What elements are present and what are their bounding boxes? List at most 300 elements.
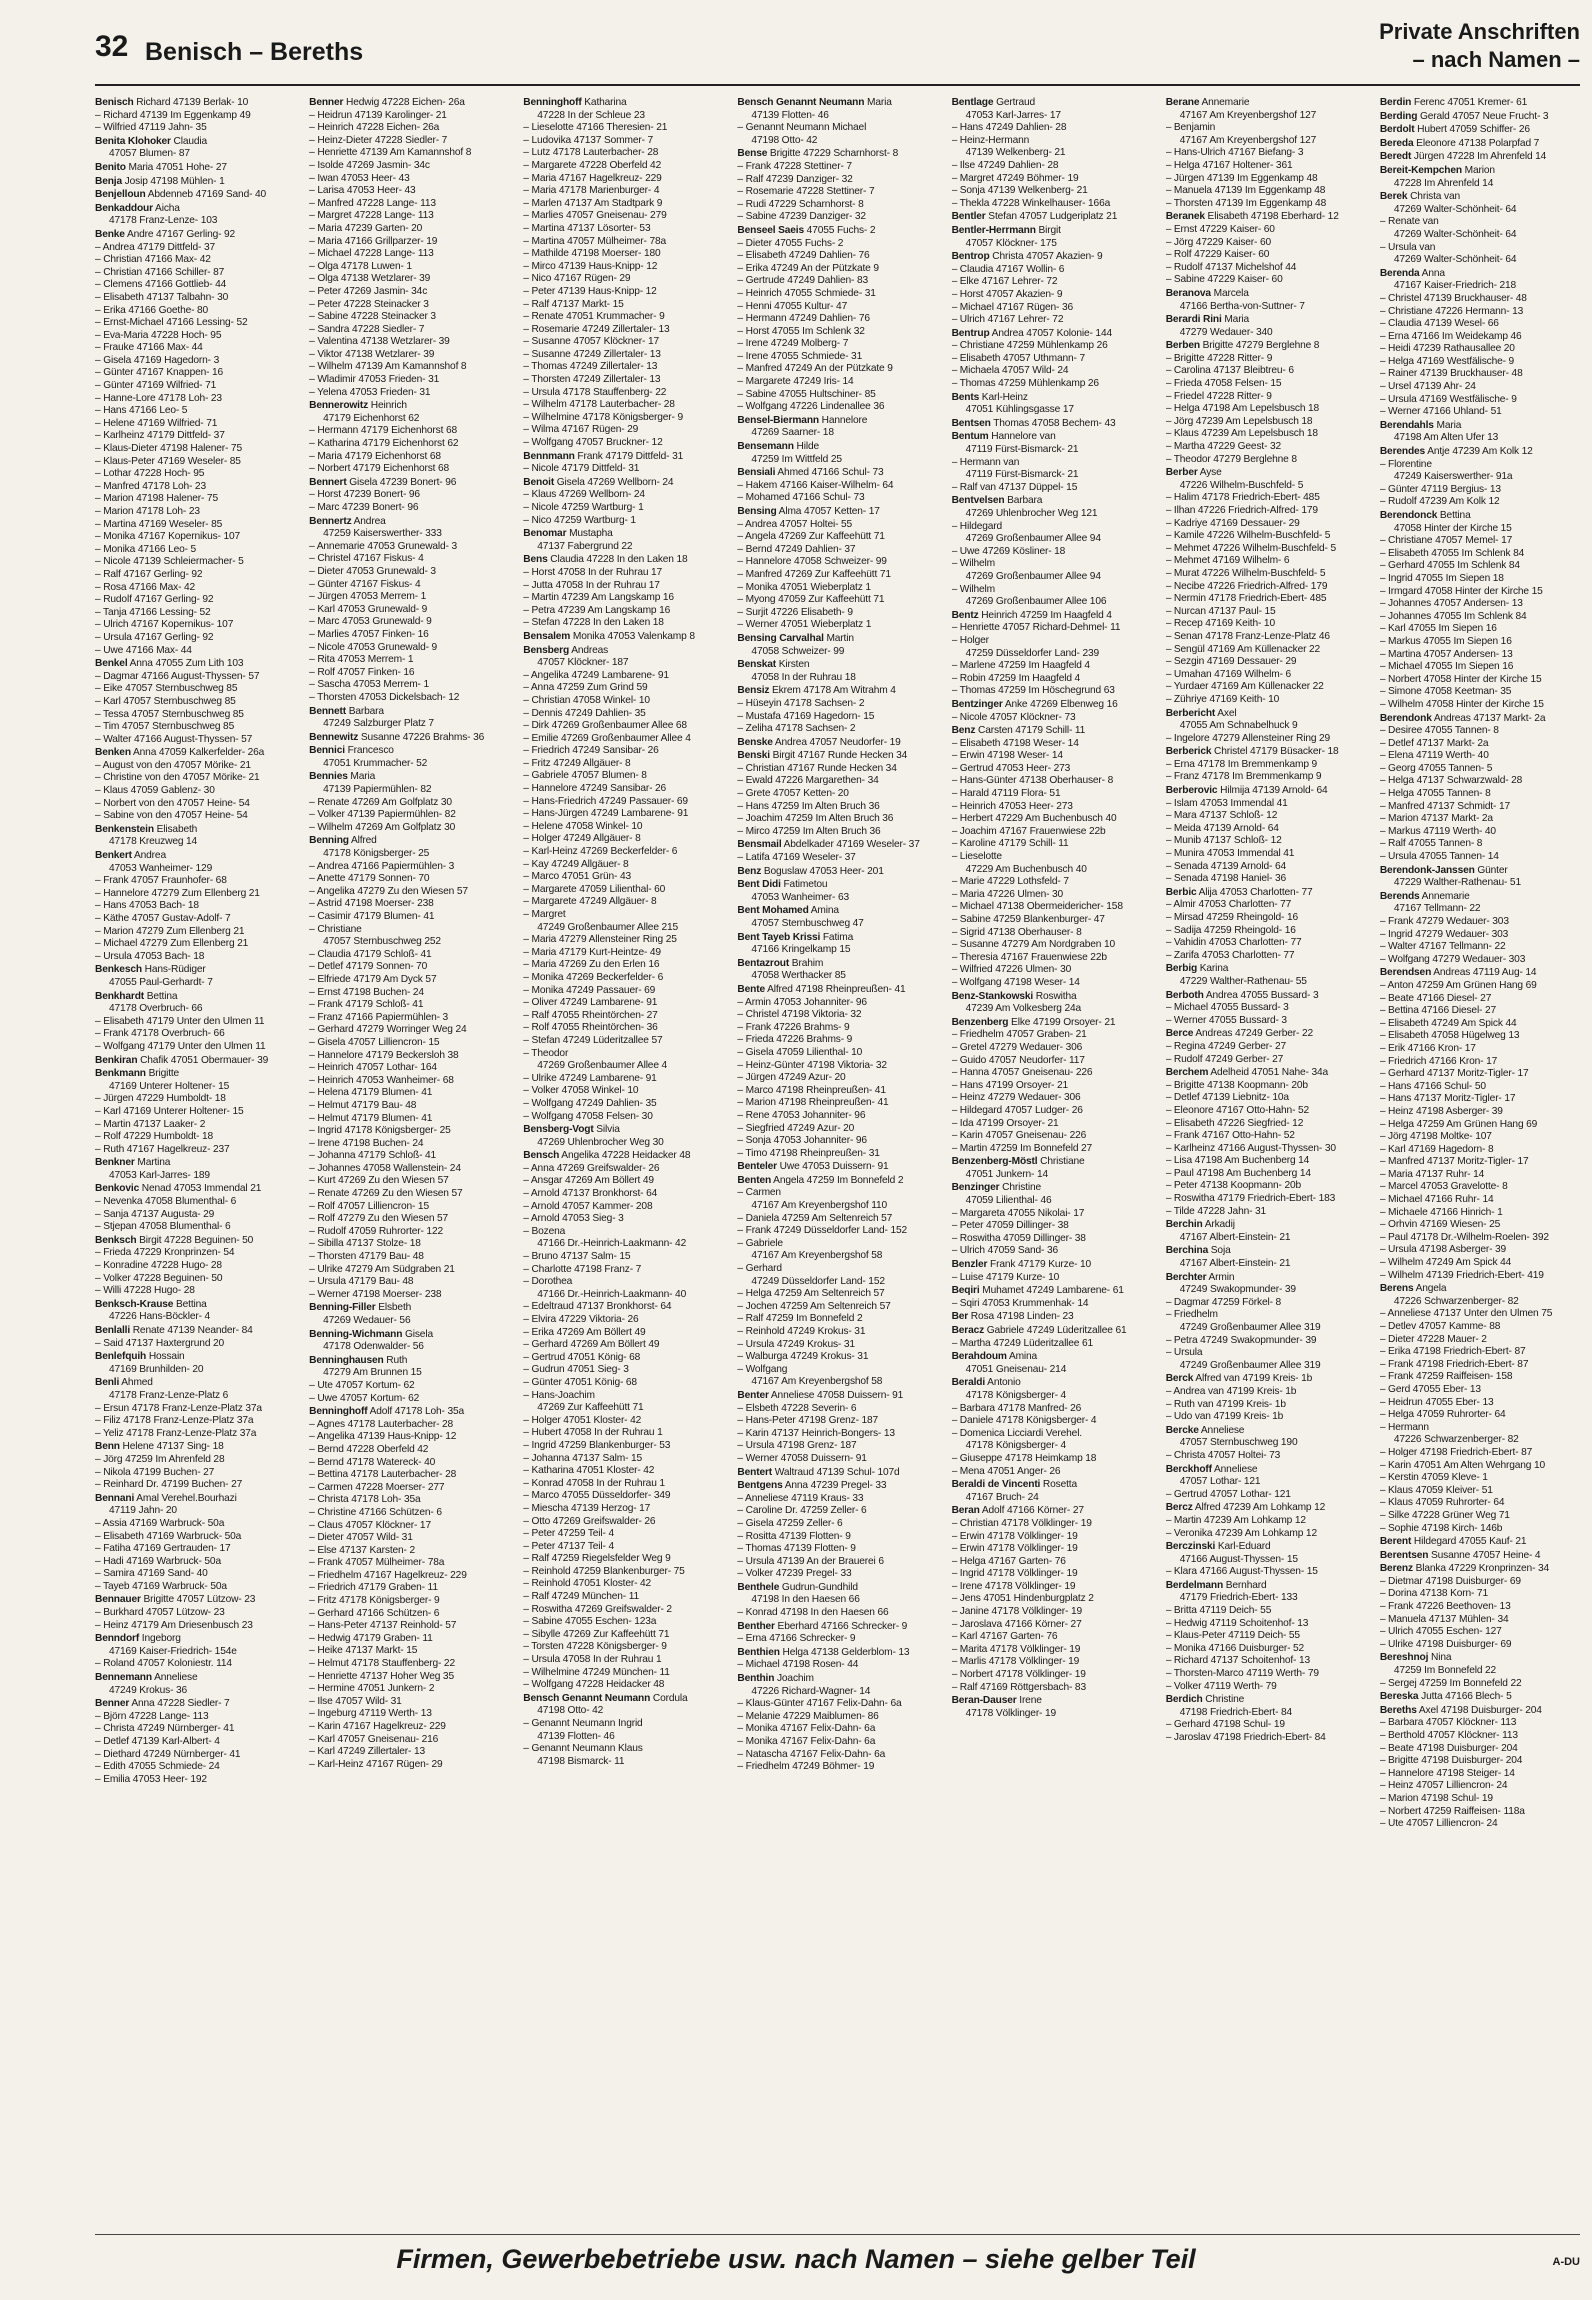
entry-details: – Christel 47198 Viktoria- 32 [737, 1009, 862, 1021]
directory-entry [1166, 530, 1366, 543]
entry-surname: Berens [1379, 1283, 1414, 1295]
entry-surname: Benksch [95, 1234, 137, 1246]
entry-details: – Senada 47198 Haniel- 36 [1165, 873, 1286, 885]
directory-entry [1166, 160, 1366, 173]
entry-details: – Heinz-Günter 47198 Viktoria- 32 [737, 1059, 887, 1071]
entry-details: Uwe 47053 Duissern- 91 [777, 1161, 889, 1173]
directory-entry [1380, 993, 1580, 1006]
entry-details: – Gertrud 47053 Heer- 273 [951, 762, 1071, 774]
directory-entry [309, 311, 509, 324]
directory-entry [737, 1761, 937, 1774]
entry-details: Amina [1006, 1351, 1038, 1363]
entry-details: – Ursula van [1379, 241, 1436, 253]
directory-entry [952, 173, 1152, 186]
entry-details: – Else 47137 Karsten- 2 [309, 1544, 415, 1556]
entry-details: – Simone 47058 Keetman- 35 [1379, 686, 1512, 698]
directory-entry [1166, 771, 1366, 784]
entry-details: – Björn 47228 Lange- 113 [95, 1710, 209, 1722]
directory-entry [309, 667, 509, 680]
entry-details: – Mehmet 47169 Wilhelm- 6 [1165, 555, 1290, 567]
entry-details: – Roswitha 47269 Greifswalder- 2 [523, 1603, 672, 1615]
entry-details: – Nico 47167 Rügen- 29 [523, 273, 631, 285]
directory-entry [1380, 1257, 1580, 1270]
directory-entry [523, 871, 723, 884]
entry-details: – Norbert 47058 Hinter der Kirche 15 [1379, 673, 1542, 685]
entry-details: – Konrad 47198 In den Haesen 66 [737, 1607, 889, 1619]
directory-entry [523, 1453, 723, 1466]
directory-entry [1380, 1730, 1580, 1743]
entry-surname: Benther [737, 1620, 775, 1632]
entry-details: 47279 Am Brunnen 15 [323, 1367, 422, 1379]
directory-entry [952, 1543, 1152, 1556]
directory-entry [1380, 801, 1580, 814]
entry-details: – Peter 47228 Steinacker 3 [309, 298, 429, 310]
directory-entry [95, 991, 295, 1004]
entry-details: – Frank 47259 Raiffeisen- 158 [1379, 1371, 1513, 1383]
directory-entry [1166, 1605, 1366, 1618]
entry-details: Hedwig 47228 Eichen- 26a [343, 97, 465, 108]
directory-entry [309, 1482, 509, 1495]
entry-details: Anna [1419, 267, 1445, 279]
entry-details: 47269 Wedauer- 56 [323, 1315, 411, 1326]
directory-entry [1380, 1005, 1580, 1018]
entry-details: – Erika 47198 Friedrich-Ebert- 87 [1379, 1346, 1526, 1358]
entry-details: – Ulrike 47279 Am Südgraben 21 [309, 1263, 455, 1275]
entry-details: – Margret [523, 909, 566, 920]
entry-surname: Bentzinger [951, 698, 1003, 710]
entry-details: 47057 Klöckner- 175 [965, 237, 1057, 249]
directory-entry [1166, 694, 1366, 707]
entry-details: – Mirco 47139 Haus-Knipp- 12 [523, 260, 658, 272]
entry-details: – Wilhelm 47178 Lauterbacher- 28 [523, 399, 675, 411]
directory-entry [952, 198, 1152, 211]
entry-details: – Klaus-Peter 47119 Deich- 55 [1165, 1630, 1300, 1642]
entry-details: – Stefan 47249 Lüderitzallee 57 [523, 1034, 663, 1046]
entry-surname: Bensel-Biermann [737, 414, 819, 426]
directory-entry [309, 1696, 509, 1709]
entry-surname: Benja [95, 175, 122, 187]
entry-details: – Konradine 47228 Hugo- 28 [95, 1260, 222, 1272]
directory-entry [309, 248, 509, 261]
entry-surname: Bense [737, 148, 768, 160]
entry-details: – Rainer 47139 Bruckhauser- 48 [1379, 368, 1523, 380]
directory-entry [737, 711, 937, 724]
entry-details: – Michael 47279 Zum Ellenberg 21 [95, 938, 249, 950]
directory-entry [95, 863, 295, 876]
entry-details: Axel [1215, 707, 1237, 719]
directory-entry [737, 1633, 937, 1646]
directory-entry [737, 1749, 937, 1762]
directory-entry [1380, 838, 1580, 851]
entry-surname: Bennewitz [309, 731, 359, 743]
entry-details: – Christian 47178 Völklinger- 19 [951, 1517, 1092, 1529]
entry-details: – Manfred 47137 Schmidt- 17 [1379, 800, 1511, 812]
directory-entry [95, 456, 295, 469]
directory-entry [95, 1518, 295, 1531]
directory-entry [952, 1415, 1152, 1428]
directory-entry [95, 1493, 295, 1506]
directory-entry [952, 378, 1152, 391]
entry-details: – Ursula 47058 In der Ruhrau 1 [523, 1654, 662, 1666]
directory-entry [952, 1017, 1152, 1030]
directory-entry [309, 911, 509, 924]
directory-entry [523, 631, 723, 644]
entry-details: – Christa 47249 Nürnberger- 41 [95, 1723, 235, 1735]
entry-details: Andreas 47137 Markt- 2a [1431, 712, 1546, 724]
directory-entry [1380, 1652, 1580, 1665]
entry-details: 47249 Swakopmunder- 39 [1179, 1284, 1296, 1296]
entry-surname: Ber [951, 1311, 969, 1323]
entry-details: – Frank 47249 Düsseldorfer Land- 152 [737, 1225, 908, 1237]
directory-entry [737, 852, 937, 865]
entry-details: – Ersun 47178 Franz-Lenze-Platz 37a [95, 1402, 262, 1414]
entry-details: – Michael 47167 Rügen- 36 [951, 301, 1073, 313]
directory-entry [737, 1698, 937, 1711]
entry-details: Ruth [383, 1354, 408, 1366]
entry-details: – Monika 47166 Duisburger- 52 [1165, 1642, 1305, 1654]
entry-details: – Hans-Friedrich 47249 Passauer- 69 [523, 795, 688, 807]
directory-entry [95, 229, 295, 242]
entry-details: – Desiree 47055 Tannen- 8 [1379, 725, 1499, 737]
entry-surname: Benke [95, 228, 125, 240]
directory-entry [737, 1390, 937, 1403]
entry-details: Brahim [789, 957, 824, 969]
entry-details: – Hannelore 47198 Steiger- 14 [1379, 1767, 1515, 1779]
directory-entry [1380, 293, 1580, 306]
directory-entry [1166, 1105, 1366, 1118]
entry-details: – Gerhard [737, 1263, 782, 1275]
entry-details: – Tessa 47057 Sternbuschweg 85 [95, 708, 244, 720]
directory-entry [523, 1264, 723, 1277]
directory-entry [1166, 656, 1366, 669]
entry-surname: Berdin [1379, 97, 1412, 108]
directory-column [737, 96, 937, 2226]
entry-details: – Murat 47226 Wilhelm-Buschfeld- 5 [1165, 567, 1326, 579]
directory-entry [952, 508, 1152, 521]
directory-entry [95, 1774, 295, 1787]
directory-entry [1380, 446, 1580, 459]
entry-details: – Siegfried 47249 Azur- 20 [737, 1122, 855, 1134]
directory-entry [1380, 1447, 1580, 1460]
entry-details: 47198 Otto- 42 [751, 134, 818, 146]
directory-entry [1166, 823, 1366, 836]
entry-details: Abdelkader 47169 Weseler- 37 [781, 839, 920, 851]
directory-entry [1166, 1028, 1366, 1041]
directory-entry [952, 1403, 1152, 1416]
entry-details: Bernhard [1223, 1579, 1267, 1591]
entry-details: 47226 Hans-Böckler- 4 [109, 1311, 211, 1323]
directory-entry [309, 438, 509, 451]
directory-entry [737, 1659, 937, 1672]
entry-surname: Berane [1165, 97, 1200, 108]
entry-details: Christel 47179 Büsacker- 18 [1211, 746, 1339, 758]
directory-entry [95, 556, 295, 569]
entry-details: 47178 Franz-Lenze- 103 [109, 215, 218, 227]
directory-entry [1166, 1668, 1366, 1681]
entry-details: Brigitte 47057 Lützow- 23 [140, 1594, 256, 1606]
directory-entry [737, 1621, 937, 1634]
directory-entry [737, 427, 937, 440]
entry-details: Marion [1461, 164, 1495, 176]
directory-entry [523, 160, 723, 173]
entry-details: – Myong 47059 Zur Kaffeehütt 71 [737, 594, 885, 606]
directory-entry [952, 851, 1152, 864]
entry-details: – Günter 47169 Wilfried- 71 [95, 380, 217, 392]
entry-details: – Mehmet 47226 Wilhelm-Buschfeld- 5 [1165, 542, 1336, 554]
entry-details: – Erika 47249 An der Pützkate 9 [737, 262, 879, 274]
directory-entry [952, 1130, 1152, 1143]
directory-entry [523, 515, 723, 528]
entry-details: – Monika 47051 Wieberplatz 1 [737, 581, 871, 593]
entry-details: – Kerstin 47059 Kleve- 1 [1379, 1472, 1488, 1484]
entry-details: – Astrid 47198 Moerser- 238 [309, 898, 434, 910]
entry-details: – Nicole 47057 Klöckner- 73 [951, 711, 1076, 723]
entry-details: Elisabeth 47198 Eberhard- 12 [1204, 211, 1339, 223]
entry-surname: Bensing Carvalhal [737, 632, 824, 644]
entry-details: – Theodor [523, 1047, 569, 1059]
directory-entry [523, 708, 723, 721]
entry-details: – Ralf 47169 Röttgersbach- 83 [951, 1681, 1086, 1693]
directory-entry [1166, 1155, 1366, 1168]
directory-entry [1166, 1067, 1366, 1080]
entry-details: – Maria 47166 Grillparzer- 19 [309, 235, 438, 247]
entry-details: – Carolina 47137 Bleibtreu- 6 [1165, 365, 1294, 377]
entry-details: – Karl 47249 Zillertaler- 13 [309, 1746, 425, 1758]
entry-details: – Gabriele [737, 1237, 783, 1249]
entry-details: – Volker 47139 Papiermühlen- 82 [309, 809, 456, 821]
directory-entry [737, 1428, 937, 1441]
directory-entry [1380, 1523, 1580, 1536]
directory-entry [952, 1325, 1152, 1338]
directory-entry [952, 596, 1152, 609]
directory-entry [523, 1553, 723, 1566]
entry-details: – Marcel 47053 Gravelotte- 8 [1379, 1181, 1508, 1193]
directory-entry [952, 431, 1152, 444]
directory-entry [1166, 669, 1366, 682]
entry-details: – Rolf 47057 Finken- 16 [309, 666, 415, 678]
entry-details: – Erik 47166 Kron- 17 [1379, 1042, 1476, 1054]
entry-details: – Sabine von den 47057 Heine- 54 [95, 810, 248, 822]
entry-details: – Markus 47119 Werth- 40 [1379, 825, 1496, 837]
entry-details: – Ida 47199 Orsoyer- 21 [951, 1117, 1059, 1129]
entry-surname: Bensiz [737, 685, 770, 697]
directory-entry [95, 1441, 295, 1454]
directory-entry [523, 110, 723, 123]
entry-details: – Jörg 47229 Kaiser- 60 [1165, 236, 1271, 248]
entry-surname: Bensch Genannt Neumann [523, 1692, 651, 1704]
directory-entry [95, 1209, 295, 1222]
entry-details: 47229 Walther-Rathenau- 55 [1179, 975, 1307, 987]
entry-details: – Ludovika 47137 Sommer- 7 [523, 134, 654, 146]
entry-surname: Benkner [95, 1157, 135, 1169]
directory-entry [737, 1453, 937, 1466]
entry-details: – Wolfgang 47228 Heidacker 48 [523, 1679, 665, 1691]
directory-entry [309, 477, 509, 490]
directory-entry [523, 959, 723, 972]
entry-details: – Christian 47167 Runde Hecken 34 [737, 762, 897, 774]
directory-entry [523, 185, 723, 198]
directory-entry [737, 1736, 937, 1749]
entry-surname: Bentert [737, 1466, 773, 1478]
directory-entry [737, 211, 937, 224]
entry-details: – Senada 47139 Arnold- 64 [1165, 860, 1287, 872]
directory-entry [523, 909, 723, 922]
directory-column [523, 96, 723, 2226]
entry-details: – Karl 47057 Gneisenau- 216 [309, 1733, 439, 1745]
directory-entry [1380, 343, 1580, 356]
directory-entry [1380, 1371, 1580, 1384]
directory-entry [95, 162, 295, 175]
entry-details: – Norbert 47179 Eichenhorst 68 [309, 463, 450, 475]
directory-entry [95, 1377, 295, 1390]
entry-details: – Walter 47167 Tellmann- 22 [1379, 941, 1506, 953]
directory-entry [309, 924, 509, 937]
directory-entry [952, 952, 1152, 965]
entry-details: – Wilfried 47119 Jahn- 35 [95, 122, 207, 134]
entry-details: – Elisabeth 47055 Im Schlenk 84 [1379, 547, 1525, 559]
directory-entry [523, 1566, 723, 1579]
entry-details: 47249 Düsseldorfer Land- 152 [751, 1275, 885, 1287]
directory-entry [95, 506, 295, 519]
directory-entry [952, 482, 1152, 495]
directory-entry [523, 374, 723, 387]
entry-surname: Benske [737, 736, 773, 748]
directory-entry [523, 1679, 723, 1692]
entry-details: – Margret 47249 Böhmer- 19 [951, 172, 1079, 184]
entry-details: Anna 47059 Kalkerfelder- 26a [130, 747, 265, 759]
directory-entry [737, 1313, 937, 1326]
entry-details: – Christa 47057 Holtei- 73 [1165, 1449, 1281, 1461]
entry-details: Carsten 47179 Schill- 11 [975, 725, 1086, 737]
entry-details: – Detlef 47139 Liebnitz- 10a [1165, 1092, 1289, 1104]
entry-surname: Benn [95, 1441, 120, 1453]
directory-entry [1166, 237, 1366, 250]
entry-surname: Bensemann [737, 441, 794, 453]
directory-entry [952, 622, 1152, 635]
entry-details: – Jutta 47058 In der Ruhrau 17 [523, 579, 660, 591]
directory-entry [523, 922, 723, 935]
entry-details: – Heinz-Hermann [951, 134, 1030, 146]
directory-entry [737, 775, 937, 788]
directory-entry [95, 1607, 295, 1620]
directory-entry [523, 1528, 723, 1541]
entry-details: – Melanie 47229 Maiblumen- 86 [737, 1710, 879, 1722]
directory-entry [523, 1415, 723, 1428]
directory-entry [1166, 990, 1366, 1003]
entry-details: – Emilia 47053 Heer- 192 [95, 1773, 207, 1785]
directory-entry [523, 1201, 723, 1214]
entry-surname: Bensberg-Vogt [523, 1124, 594, 1136]
entry-details: – Hans-Peter 47137 Reinhold- 57 [309, 1620, 457, 1632]
entry-details: – Hakem 47166 Kaiser-Wilhelm- 64 [737, 479, 894, 491]
directory-entry [1380, 877, 1580, 890]
entry-surname: Berenda [1379, 267, 1420, 279]
directory-entry [1380, 484, 1580, 497]
directory-entry [523, 1503, 723, 1516]
directory-entry [1380, 775, 1580, 788]
entry-details: – Marc 47053 Grunewald- 9 [309, 616, 432, 628]
entry-surname: Benning-Wichmann [309, 1328, 403, 1340]
entry-details: 47169 Kaiser-Friedrich- 154e [109, 1645, 237, 1657]
entry-details: 47169 Brunhilden- 20 [109, 1363, 204, 1375]
entry-details: – Erna 47178 Im Bremmenkamp 9 [1165, 758, 1318, 770]
directory-entry [309, 1759, 509, 1772]
entry-surname: Benninghausen [309, 1354, 384, 1366]
entry-details: – Casimir 47179 Blumen- 41 [309, 911, 435, 922]
directory-entry [737, 519, 937, 532]
directory-entry [737, 1723, 937, 1736]
entry-details: Bettina [144, 990, 178, 1002]
entry-details: – Elisabeth 47057 Uthmann- 7 [951, 352, 1085, 364]
entry-details: – Helmut 47178 Stauffenberg- 22 [309, 1658, 455, 1670]
entry-details: – Bernd 47178 Watereck- 40 [309, 1456, 436, 1468]
entry-details: Gisela 47269 Wellborn- 24 [554, 476, 674, 488]
directory-entry [952, 365, 1152, 378]
header-rule [95, 84, 1580, 86]
entry-details: – Dieter 47057 Wild- 31 [309, 1532, 413, 1544]
directory-entry [1380, 699, 1580, 712]
directory-entry [737, 970, 937, 983]
directory-entry [309, 1100, 509, 1113]
directory-entry [1380, 1639, 1580, 1652]
directory-entry [523, 210, 723, 223]
directory-entry [95, 1467, 295, 1480]
directory-entry [523, 1718, 723, 1731]
directory-entry [95, 645, 295, 658]
entry-details: – Volker 47058 Winkel- 10 [523, 1085, 639, 1097]
entry-details: – Frank 47279 Wedauer- 303 [1379, 916, 1509, 927]
directory-entry [95, 1285, 295, 1298]
entry-details: – Henni 47055 Kultur- 47 [737, 300, 848, 312]
entry-details: – Sergej 47259 Im Bonnefeld 22 [1379, 1677, 1522, 1689]
entry-details: 47057 Blumen- 87 [109, 148, 190, 160]
entry-details: Irene [1016, 1695, 1042, 1707]
directory-entry [309, 400, 509, 413]
entry-details: – Petra 47249 Swakopmunder- 39 [1165, 1334, 1317, 1346]
entry-details: – Horst 47057 Akazien- 9 [951, 288, 1063, 300]
entry-details: – Christel 47167 Fiskus- 4 [309, 553, 424, 565]
directory-entry [309, 147, 509, 160]
directory-entry [1380, 573, 1580, 586]
directory-entry [737, 918, 937, 931]
entry-details: – Gertrud 47057 Lothar- 121 [1165, 1488, 1291, 1500]
directory-entry [737, 1161, 937, 1174]
entry-details: Maria [1221, 314, 1250, 326]
directory-entry [737, 879, 937, 892]
directory-entry [95, 1055, 295, 1068]
entry-details: Hildegard 47055 Kauf- 21 [1411, 1536, 1527, 1548]
entry-details: – Armin 47053 Johanniter- 96 [737, 996, 867, 1008]
entry-details: 47058 Hinter der Kirche 15 [1393, 522, 1512, 534]
directory-entry [309, 1419, 509, 1432]
directory-entry [1166, 798, 1366, 811]
entry-surname: Bennemann [95, 1672, 152, 1684]
directory-entry [523, 502, 723, 515]
entry-details: – Sophie 47198 Kirch- 146b [1379, 1522, 1503, 1534]
entry-details: – Friedhelm [1165, 1309, 1218, 1321]
directory-entry [1166, 518, 1366, 531]
directory-entry [1380, 903, 1580, 916]
directory-entry [737, 984, 937, 997]
directory-entry [309, 679, 509, 692]
directory-entry [1380, 1691, 1580, 1704]
entry-details: – Roswitha 47059 Dillinger- 38 [951, 1232, 1086, 1244]
directory-entry [1166, 810, 1366, 823]
directory-entry [309, 732, 509, 745]
directory-entry [309, 873, 509, 886]
directory-entry [737, 174, 937, 187]
directory-entry [737, 1543, 937, 1556]
